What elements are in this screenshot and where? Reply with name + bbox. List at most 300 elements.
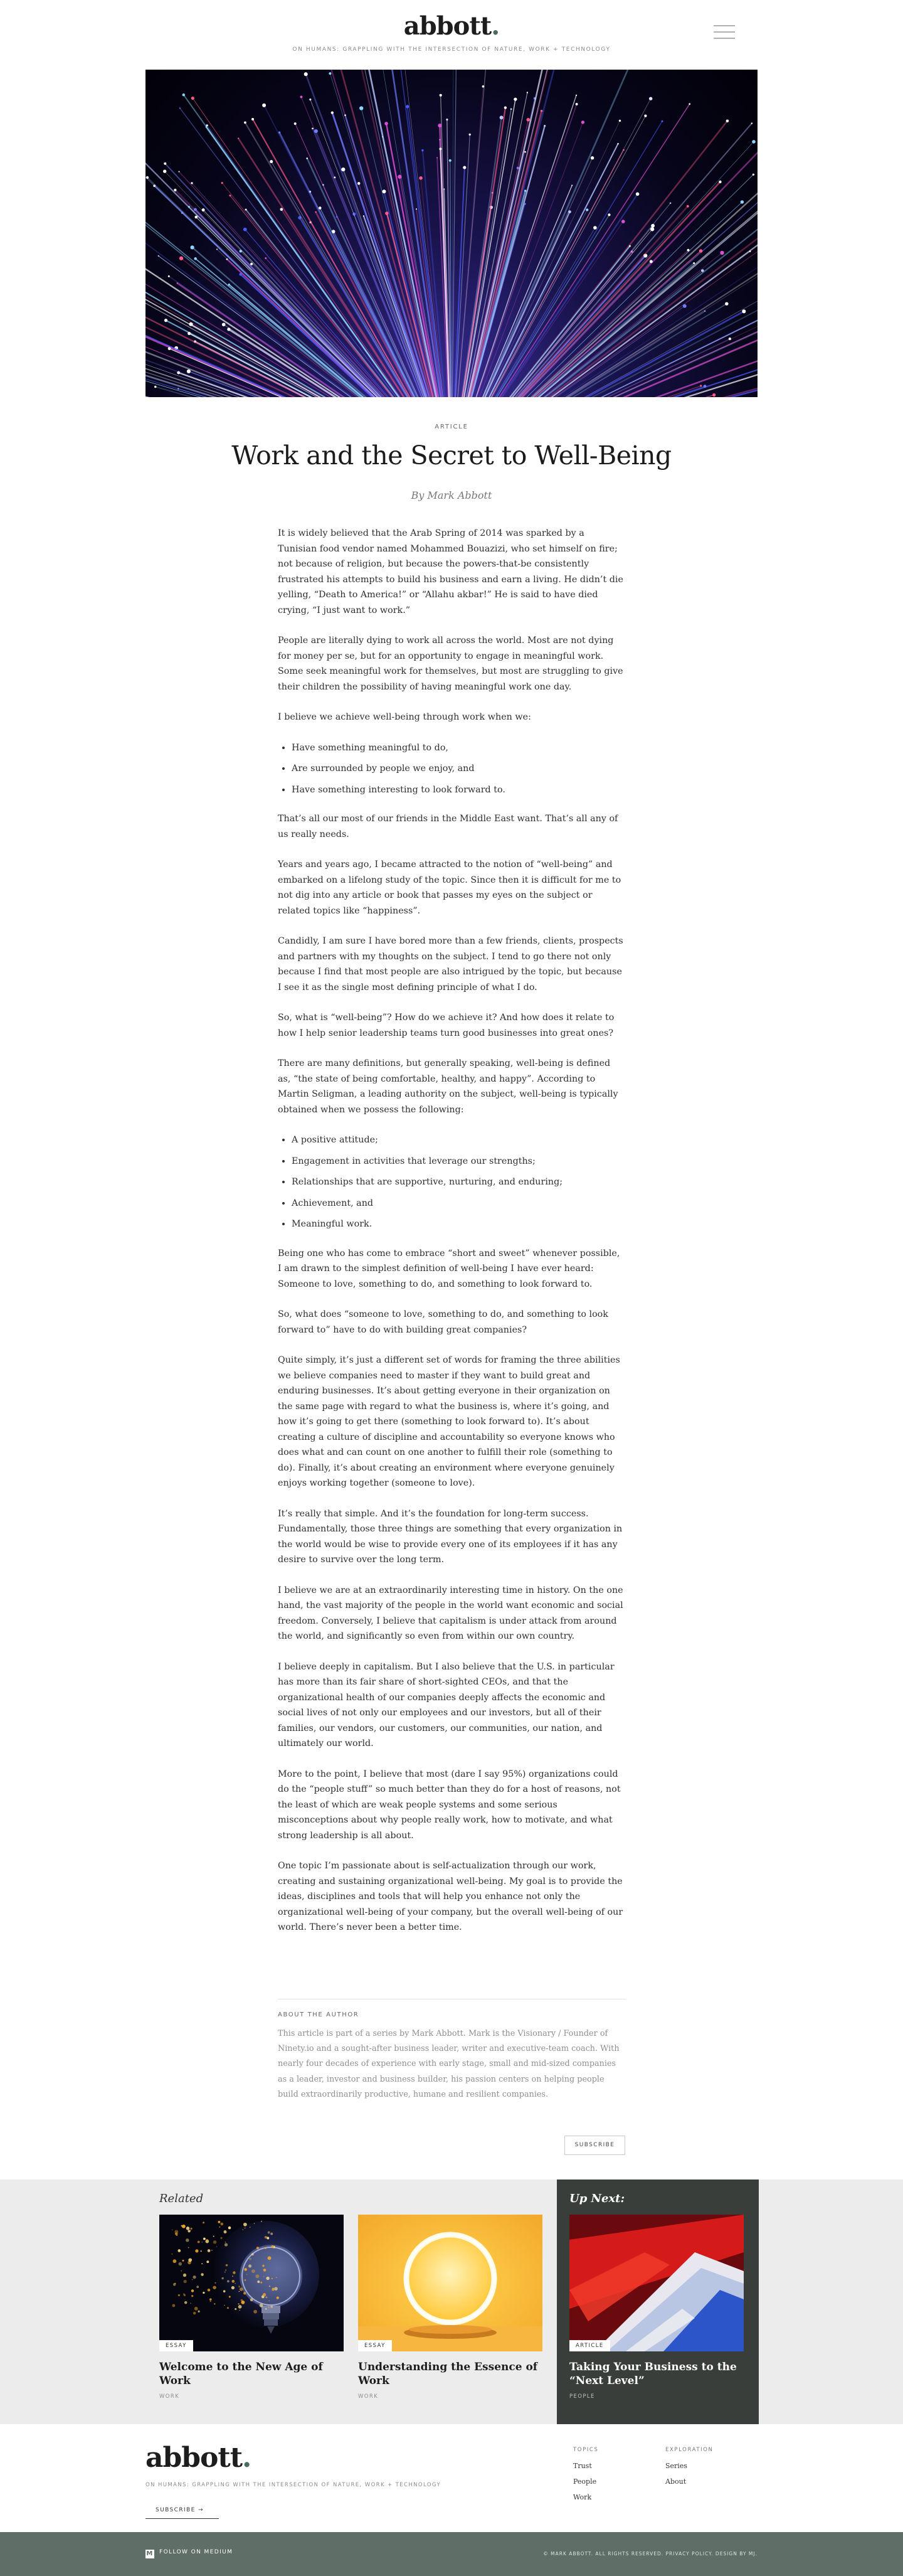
spark xyxy=(253,2310,257,2314)
fiber-tip xyxy=(693,262,695,264)
site-header xyxy=(0,0,903,69)
exploding-lightbulb-illustration xyxy=(159,2215,344,2351)
fiber-tip xyxy=(689,103,690,105)
fiber-tip xyxy=(541,110,543,112)
spark xyxy=(251,2269,255,2273)
spark xyxy=(198,2241,200,2243)
legal-text: © MARK ABBOTT. ALL RIGHTS RESERVED. PRIVACY POLICY. DESIGN BY MJ. xyxy=(543,2551,758,2557)
spark xyxy=(203,2238,206,2240)
spark xyxy=(242,2229,243,2230)
related-card-new-age-of-work[interactable] xyxy=(159,2215,344,2400)
up-next-card[interactable] xyxy=(569,2215,744,2400)
fiber-tip xyxy=(683,304,687,308)
spark xyxy=(213,2286,216,2289)
spark xyxy=(201,2273,203,2275)
footer-link-people[interactable]: People xyxy=(573,2478,597,2486)
spark xyxy=(240,2287,243,2291)
fiber-tip xyxy=(449,159,452,162)
glowing-ring-illustration xyxy=(358,2215,542,2351)
fiber-tip xyxy=(158,255,159,257)
fiber-tip xyxy=(306,157,308,159)
spark xyxy=(193,2312,196,2315)
spark xyxy=(256,2274,260,2278)
spark xyxy=(206,2260,209,2263)
spark xyxy=(263,2276,264,2277)
card-image[interactable] xyxy=(159,2215,344,2351)
fiber-tip xyxy=(300,96,302,98)
spark xyxy=(194,2307,198,2311)
fiber-tip xyxy=(651,224,655,228)
fiber-tip xyxy=(527,92,528,93)
spark xyxy=(192,2279,193,2280)
spark xyxy=(260,2304,263,2307)
site-logo[interactable]: abbott. xyxy=(403,11,500,41)
fiber-tip xyxy=(629,245,631,247)
card-image[interactable] xyxy=(358,2215,542,2351)
footer-logo[interactable]: abbott. xyxy=(145,2442,251,2474)
fiber-tip xyxy=(581,120,584,124)
spark xyxy=(181,2225,182,2227)
card-category[interactable]: WORK xyxy=(159,2393,180,2400)
spark xyxy=(274,2287,278,2291)
fiber-tip xyxy=(227,327,230,331)
fiber-tip xyxy=(265,257,267,259)
fiber-tip xyxy=(527,118,531,122)
paragraph: Years and years ago, I became attracted to the notion of “well-being” and embarked on a lifelong study of the topic. Since then it is difficult for me to not dig into any article or book that passes my eyes on the subject or related topics like “happiness”. xyxy=(278,860,621,916)
fiber-tip xyxy=(168,347,171,350)
fiber-tip xyxy=(238,137,239,139)
spark xyxy=(262,2265,265,2267)
fiber-optic-burst-illustration xyxy=(145,70,758,397)
spark xyxy=(223,2290,226,2292)
spark xyxy=(213,2240,216,2243)
spark xyxy=(240,2309,241,2311)
spark xyxy=(186,2238,189,2242)
spark xyxy=(188,2258,192,2262)
fiber-tip xyxy=(331,111,334,114)
fiber-tip xyxy=(438,124,441,127)
paragraph: It’s really that simple. And it’s the foundation for long-term success. Fundamentally, those three things are something that every organization in the world would be wise to provide every one of its employees if it has any desire to survive over the long term. xyxy=(278,1508,623,1565)
related-section xyxy=(0,2179,903,2424)
related-heading: Related xyxy=(159,2192,204,2205)
spark xyxy=(245,2279,246,2281)
article-title: Work and the Secret to Well-Being xyxy=(231,440,672,471)
spark xyxy=(179,2262,182,2266)
spark xyxy=(208,2249,211,2252)
fiber-tip xyxy=(576,103,578,105)
spark xyxy=(198,2311,199,2313)
card-category[interactable]: WORK xyxy=(358,2393,379,2400)
fiber-tip xyxy=(504,106,507,109)
spark xyxy=(193,2275,196,2279)
spark xyxy=(175,2233,178,2236)
spark xyxy=(226,2264,228,2267)
spark xyxy=(182,2225,186,2228)
fiber-tip xyxy=(662,120,663,122)
fiber-tip xyxy=(440,94,442,97)
fiber-tip xyxy=(357,182,361,185)
spark xyxy=(190,2230,191,2231)
fiber-tip xyxy=(243,228,247,232)
card-badge: ESSAY xyxy=(159,2340,193,2351)
fiber-tip xyxy=(262,104,266,107)
fiber-tip xyxy=(363,215,364,216)
card-badge: ARTICLE xyxy=(569,2340,610,2351)
spark xyxy=(196,2286,199,2288)
spark xyxy=(238,2303,239,2304)
paragraph: I believe we achieve well-being through work when we: xyxy=(278,712,531,722)
spark xyxy=(265,2247,267,2249)
spark xyxy=(249,2258,251,2260)
spark xyxy=(218,2221,221,2223)
fiber-tip xyxy=(216,248,218,250)
spark xyxy=(191,2228,193,2230)
fiber-tip xyxy=(359,106,363,110)
fiber-strand xyxy=(145,149,452,397)
spark xyxy=(173,2283,176,2286)
fiber-tip xyxy=(226,258,228,260)
paragraph: One topic I’m passionate about is self-actualization through our work, creating and sustaining organizational well-being. My goal is to provide the ideas, disciplines and tools that will help you enhance not only the organizational well-being of your company, but the overall well-being of our world. There’s never been a better time. xyxy=(278,1861,623,1932)
fiber-tip xyxy=(524,203,525,205)
spark xyxy=(221,2277,223,2279)
fiber-tip xyxy=(194,216,198,219)
paragraph: There are many definitions, but generally speaking, well-being is defined as, “the state of being comfortable, healthy, and happy”. According to Martin Seligman, a leading authority on the subject, well-being is typically obtained when we possess the following: xyxy=(278,1058,618,1115)
spark xyxy=(225,2242,226,2243)
fiber-tip xyxy=(751,122,752,124)
fiber-strand xyxy=(181,258,452,397)
fiber-tip xyxy=(270,160,273,163)
site-footer xyxy=(0,2424,903,2532)
fiber-tip xyxy=(741,200,744,203)
fiber-tip xyxy=(524,189,526,191)
spark xyxy=(220,2223,223,2226)
paragraph: Being one who has come to embrace “short and sweet” whenever possible, I am drawn to the simplest definition of well-being I have ever heard: Someone to love, something to do, and something to look forward to. xyxy=(278,1248,620,1289)
fiber-tip xyxy=(178,171,179,173)
fiber-tip xyxy=(699,249,702,252)
fiber-tip xyxy=(443,188,445,189)
about-text: This article is part of a series by Mark Abbott. Mark is the Visionary / Founder of Ninety.io and a sought-after business leader, writer and executive-team coach. With nearly four decades of experience with early stage, small and mid-sized companies as a leader, investor and business builder, his passion centers on helping people build extraordinarily productive, humane and resilient companies. xyxy=(278,2029,620,2099)
paragraph: So, what does “someone to love, something to do, and something to look forward to” have to do with building great companies? xyxy=(278,1309,608,1335)
spark xyxy=(190,2302,191,2304)
spark xyxy=(183,2274,186,2277)
spark xyxy=(203,2222,204,2223)
fiber-tip xyxy=(187,332,191,335)
spark xyxy=(209,2298,212,2301)
fiber-tip xyxy=(591,156,594,159)
fiber-tip xyxy=(202,208,205,211)
spark xyxy=(263,2293,266,2296)
list-item: • Have something interesting to look forward to. xyxy=(292,782,626,798)
follow-on-medium-label: FOLLOW ON MEDIUM xyxy=(159,2549,233,2555)
spark xyxy=(177,2249,181,2252)
fiber-tip xyxy=(221,182,223,184)
spark xyxy=(232,2275,233,2277)
spark xyxy=(178,2294,180,2296)
fiber-tip xyxy=(500,115,504,119)
fiber-tip xyxy=(576,95,577,96)
fiber-tip xyxy=(384,122,388,125)
card-title[interactable]: Understanding the Essence of Work xyxy=(358,2361,538,2387)
paragraph: People are literally dying to work all across the world. Most are not dying for money per se, but for an opportunity to engage in meaningful work. Some seek meaningful work for themselves, but most are struggling to give their children the possibility of having meaningful work one day. xyxy=(278,636,623,692)
spark xyxy=(182,2260,184,2262)
spark xyxy=(238,2286,240,2287)
fiber-tip xyxy=(719,181,721,183)
fiber-tip xyxy=(239,250,241,252)
fiber-tip xyxy=(245,209,247,211)
card-badge: ESSAY xyxy=(358,2340,392,2351)
follow-on-medium-link[interactable] xyxy=(145,2549,233,2558)
fiber-tip xyxy=(649,97,652,100)
fiber-tip xyxy=(182,93,185,96)
spark xyxy=(228,2227,231,2229)
spark xyxy=(216,2246,217,2247)
fiber-tip xyxy=(154,386,157,388)
fiber-tip xyxy=(168,275,170,277)
subscribe-button[interactable]: SUBSCRIBE xyxy=(564,2136,625,2155)
spark xyxy=(203,2292,204,2294)
spark xyxy=(191,2289,194,2292)
about-heading: ABOUT THE AUTHOR xyxy=(278,2011,359,2018)
fiber-tip xyxy=(419,176,423,180)
fiber-tip xyxy=(752,140,756,144)
spark xyxy=(195,2249,198,2252)
fiber-tip xyxy=(344,114,346,116)
fiber-tip xyxy=(644,114,647,117)
fiber-tip xyxy=(670,203,672,205)
spark xyxy=(227,2280,230,2282)
spark xyxy=(186,2227,190,2230)
card-image[interactable] xyxy=(569,2215,744,2351)
fiber-tip xyxy=(469,134,471,136)
fiber-tip xyxy=(229,194,231,196)
spark xyxy=(257,2281,260,2283)
fiber-tip xyxy=(164,319,167,322)
fiber-tip xyxy=(726,120,729,123)
spark xyxy=(261,2221,262,2222)
fiber-tip xyxy=(385,211,389,215)
footer-tagline: ON HUMANS: GRAPPLING WITH THE INTERSECTION OF NATURE, WORK + TECHNOLOGY xyxy=(145,2482,441,2488)
list-item: • Engagement in activities that leverage our strengths; xyxy=(292,1154,626,1169)
spark xyxy=(243,2292,246,2294)
fiber-tip xyxy=(304,72,308,76)
spark xyxy=(208,2289,211,2292)
fiber-tip xyxy=(179,107,181,109)
fiber-tip xyxy=(571,184,573,186)
fiber-tip xyxy=(341,168,345,171)
spark xyxy=(267,2237,269,2239)
spark xyxy=(266,2277,269,2280)
fiber-tip xyxy=(315,211,316,213)
fiber-tip xyxy=(586,208,588,211)
spark xyxy=(269,2286,270,2287)
spark xyxy=(244,2268,247,2271)
article-category: ARTICLE xyxy=(435,423,468,430)
fiber-strand xyxy=(452,117,502,397)
footer-column-heading: EXPLORATION xyxy=(665,2447,714,2453)
spark xyxy=(265,2308,267,2309)
fiber-tip xyxy=(319,206,321,209)
footer-link-about[interactable]: About xyxy=(665,2478,687,2486)
fiber-tip xyxy=(704,385,707,388)
spark xyxy=(250,2299,253,2302)
fiber-tip xyxy=(619,120,621,122)
fiber-tip xyxy=(725,302,728,305)
fiber-tip xyxy=(406,105,409,108)
fiber-tip xyxy=(700,385,702,386)
spark xyxy=(201,2250,202,2252)
card-title[interactable]: Taking Your Business to the “Next Level” xyxy=(569,2361,737,2387)
spark xyxy=(270,2233,273,2235)
spark xyxy=(214,2303,215,2304)
footer-exploration-column xyxy=(665,2447,714,2493)
spark xyxy=(277,2297,279,2299)
spark xyxy=(225,2269,227,2271)
fiber-tip xyxy=(463,166,466,169)
fiber-tip xyxy=(510,109,512,110)
fiber-tip xyxy=(608,213,610,216)
footer-link-work[interactable]: Work xyxy=(573,2493,592,2501)
spark xyxy=(172,2259,176,2263)
paragraph: So, what is “well-being”? How do we achieve it? And how does it relate to how I help senior leadership teams turn good businesses into great ones? xyxy=(278,1013,615,1038)
spark xyxy=(239,2291,240,2292)
fiber-tip xyxy=(164,162,166,165)
footer-link-series[interactable]: Series xyxy=(665,2462,687,2470)
fiber-tip xyxy=(194,257,196,260)
fiber-tip xyxy=(436,157,438,158)
logo-dot: . xyxy=(242,2442,251,2474)
fiber-tip xyxy=(334,176,335,178)
spark xyxy=(268,2256,272,2260)
paragraph: More to the point, I believe that most (dare I say 95%) organizations could do the “people stuff” so much better than they do for a host of reasons, not the least of which are weak people systems and some serious misconceptions about why people really work, how to motivate, and what strong leadership is all about. xyxy=(278,1769,621,1841)
spark xyxy=(270,2306,273,2308)
fiber-tip xyxy=(636,193,640,196)
paragraph: I believe we are at an extraordinarily interesting time in history. On the one hand, the vast majority of the people in the world want economic and social freedom. Conversely, I believe that capitalism is under attack from around the world, and significantly so even from within our own country. xyxy=(278,1585,623,1641)
seligman-list xyxy=(278,1132,626,1232)
fiber-tip xyxy=(514,98,517,101)
spark xyxy=(241,2299,243,2301)
fiber-tip xyxy=(687,205,689,208)
red-abstract-illustration xyxy=(569,2215,744,2351)
paragraph: It is widely believed that the Arab Spring of 2014 was sparked by a Tunisian food vendor named Mohammed Bouazizi, who set himself on fire; not because of religion, but because the powers-that-be consistently frustrated his attempts to build his business and earn a living. He didn’t die yelling, “Death to America!” or “Allahu akbar!” He is said to have died crying, “I just want to work.” xyxy=(278,528,623,615)
fiber-tip xyxy=(309,98,311,100)
spark xyxy=(265,2296,267,2298)
fiber-tip xyxy=(398,175,401,179)
footer-link-trust[interactable]: Trust xyxy=(573,2462,592,2470)
card-title[interactable]: Welcome to the New Age of Work xyxy=(159,2361,323,2387)
logo-dot: . xyxy=(491,11,500,41)
spark xyxy=(232,2280,235,2283)
article-body xyxy=(278,526,626,1951)
card-category[interactable]: PEOPLE xyxy=(569,2393,595,2400)
fiber-tip xyxy=(421,149,423,151)
spark xyxy=(184,2301,187,2304)
footer-subscribe-link[interactable]: SUBSCRIBE → xyxy=(145,2507,219,2519)
spark xyxy=(172,2304,176,2307)
spark xyxy=(210,2301,211,2302)
spark xyxy=(251,2253,254,2255)
fiber-tip xyxy=(704,311,705,312)
fiber-tip xyxy=(544,125,546,127)
spark xyxy=(246,2274,248,2275)
spark xyxy=(260,2282,262,2284)
spark xyxy=(268,2231,270,2233)
list-item: • A positive attitude; xyxy=(292,1132,626,1148)
list-item: • Achievement, and xyxy=(292,1196,626,1211)
fiber-tip xyxy=(720,251,724,255)
fiber-tip xyxy=(191,182,193,184)
fiber-tip xyxy=(251,118,254,120)
fiber-tip xyxy=(439,147,441,150)
hamburger-icon[interactable] xyxy=(714,24,735,40)
paragraph: Candidly, I am sure I have bored more than a few friends, clients, prospects and partners with my thoughts on the subject. I tend to go there not only because I find that most people are also intrigued by the topic, but because I see it as the single most defining principle of what I do. xyxy=(278,936,623,993)
fiber-tip xyxy=(188,206,190,208)
paragraph: I believe deeply in capitalism. But I also believe that the U.S. in particular has more than its fair share of short-sighted CEOs, and that the organizational health of our companies deeply affects the economic and social lives of not only our employees and our investors, but all of their families, our vendors, our customers, our communities, our nation, and ultimately our world. xyxy=(278,1661,615,1748)
spark xyxy=(188,2230,191,2232)
fiber-tip xyxy=(191,97,194,100)
spark xyxy=(233,2271,235,2274)
wellbeing-list xyxy=(278,740,626,798)
spark xyxy=(272,2288,274,2291)
fiber-tip xyxy=(191,245,194,249)
spark xyxy=(219,2227,220,2228)
list-item: • Meaningful work. xyxy=(292,1216,626,1232)
footer-topics-column xyxy=(573,2447,598,2509)
fiber-tip xyxy=(179,257,183,260)
fiber-tip xyxy=(524,151,526,153)
fiber-tip xyxy=(222,322,226,326)
fiber-tip xyxy=(752,174,754,176)
spark xyxy=(188,2247,189,2249)
spark xyxy=(263,2269,267,2272)
list-item: • Are surrounded by people we enjoy, and xyxy=(292,761,626,777)
up-next-heading: Up Next: xyxy=(569,2192,625,2205)
spark xyxy=(224,2230,227,2233)
article-byline: By Mark Abbott xyxy=(411,489,492,501)
fiber-tip xyxy=(650,260,653,263)
footer-column-heading: TOPICS xyxy=(573,2447,599,2453)
spark xyxy=(211,2250,213,2251)
spark xyxy=(256,2247,259,2249)
spark xyxy=(201,2263,203,2264)
paragraph: Quite simply, it’s just a different set of words for framing the three abilities we believe companies need to master if they want to build great and enduring businesses. It’s about getting everyone in their organization on the same page with regard to what the business is, where it’s going, and how it’s going to get there (something to look forward to). It’s about creating a culture of discipline and accountability so everyone knows who does what and can count on one another to fulfill their role (something to do). Finally, it’s about creating an environment where everyone genuinely enjoys working together (someone to love). xyxy=(278,1355,620,1488)
spark xyxy=(227,2307,229,2309)
spark xyxy=(220,2237,222,2239)
fiber-tip xyxy=(593,226,597,230)
spark xyxy=(276,2277,277,2278)
hero-image xyxy=(145,70,758,397)
related-card-essence-of-work[interactable] xyxy=(358,2215,542,2400)
fiber-tip xyxy=(712,393,716,397)
spark xyxy=(235,2308,236,2310)
fiber-tip xyxy=(742,309,746,313)
fiber-tip xyxy=(617,143,618,144)
site-tagline: ON HUMANS: GRAPPLING WITH THE INTERSECTION OF NATURE, WORK + TECHNOLOGY xyxy=(292,46,611,53)
fiber-tip xyxy=(322,184,324,186)
fiber-tip xyxy=(244,122,246,124)
spark xyxy=(184,2294,186,2296)
spark xyxy=(214,2282,216,2284)
fiber-tip xyxy=(174,189,176,191)
spark xyxy=(243,2223,247,2227)
fiber-tip xyxy=(239,273,241,275)
medium-logo-icon: M xyxy=(146,2550,154,2557)
spark xyxy=(206,2239,208,2242)
fiber-tip xyxy=(621,220,625,223)
spark xyxy=(224,2243,228,2246)
spark xyxy=(229,2296,231,2297)
spark xyxy=(254,2223,255,2224)
fiber-tip xyxy=(329,72,331,75)
